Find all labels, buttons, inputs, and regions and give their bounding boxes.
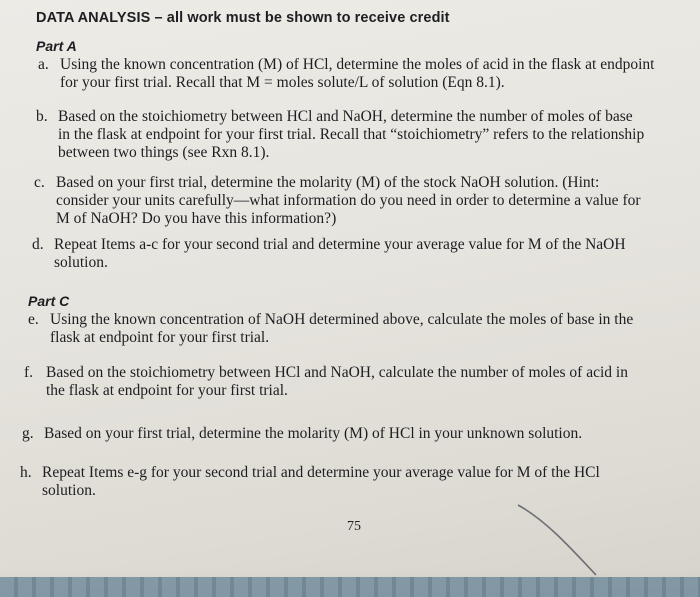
item-line: M of NaOH? Do you have this information?) xyxy=(56,210,337,227)
part-a-label: Part A xyxy=(36,38,77,54)
item-line: Based on your first trial, determine the molarity (M) of HCl in your unknown solution. xyxy=(44,425,583,442)
item-line: flask at endpoint for your first trial. xyxy=(50,329,270,346)
item-letter: b. xyxy=(36,108,48,125)
item-line: consider your units carefully—what information do you need in order to determine a value for xyxy=(56,192,641,209)
item-line: Using the known concentration of NaOH determined above, calculate the moles of base in the xyxy=(50,311,634,328)
item-line: between two things (see Rxn 8.1). xyxy=(58,144,270,161)
item-line: in the flask at endpoint for your first trial. Recall that “stoichiometry” refers to the relationship xyxy=(58,126,645,143)
item-letter: d. xyxy=(32,236,44,253)
item-letter: c. xyxy=(34,174,45,191)
item-line: the flask at endpoint for your first trial. xyxy=(46,382,288,399)
page-title: DATA ANALYSIS – all work must be shown to receive credit xyxy=(36,10,450,26)
item-letter: a. xyxy=(38,56,49,73)
item-line: Repeat Items e-g for your second trial and determine your average value for M of the HCl xyxy=(42,464,600,481)
item-letter: e. xyxy=(28,311,39,328)
item-line: Repeat Items a-c for your second trial and determine your average value for M of the NaOH xyxy=(54,236,626,253)
item-line: Based on the stoichiometry between HCl and NaOH, determine the number of moles of base xyxy=(58,108,633,125)
part-c-label: Part C xyxy=(28,293,70,309)
item-line: Using the known concentration (M) of HCl, determine the moles of acid in the flask at endpoint xyxy=(60,56,655,73)
item-line: solution. xyxy=(42,482,96,499)
page-number: 75 xyxy=(347,519,361,534)
item-letter: h. xyxy=(20,464,32,481)
item-line: Based on the stoichiometry between HCl and NaOH, calculate the number of moles of acid in xyxy=(46,364,628,381)
item-line: for your first trial. Recall that M = moles solute/L of solution (Eqn 8.1). xyxy=(60,74,505,91)
item-letter: f. xyxy=(24,364,34,381)
item-line: solution. xyxy=(54,254,108,271)
item-line: Based on your first trial, determine the molarity (M) of the stock NaOH solution. (Hint: xyxy=(56,174,600,191)
table-edge-strip xyxy=(0,577,700,597)
item-letter: g. xyxy=(22,425,34,442)
